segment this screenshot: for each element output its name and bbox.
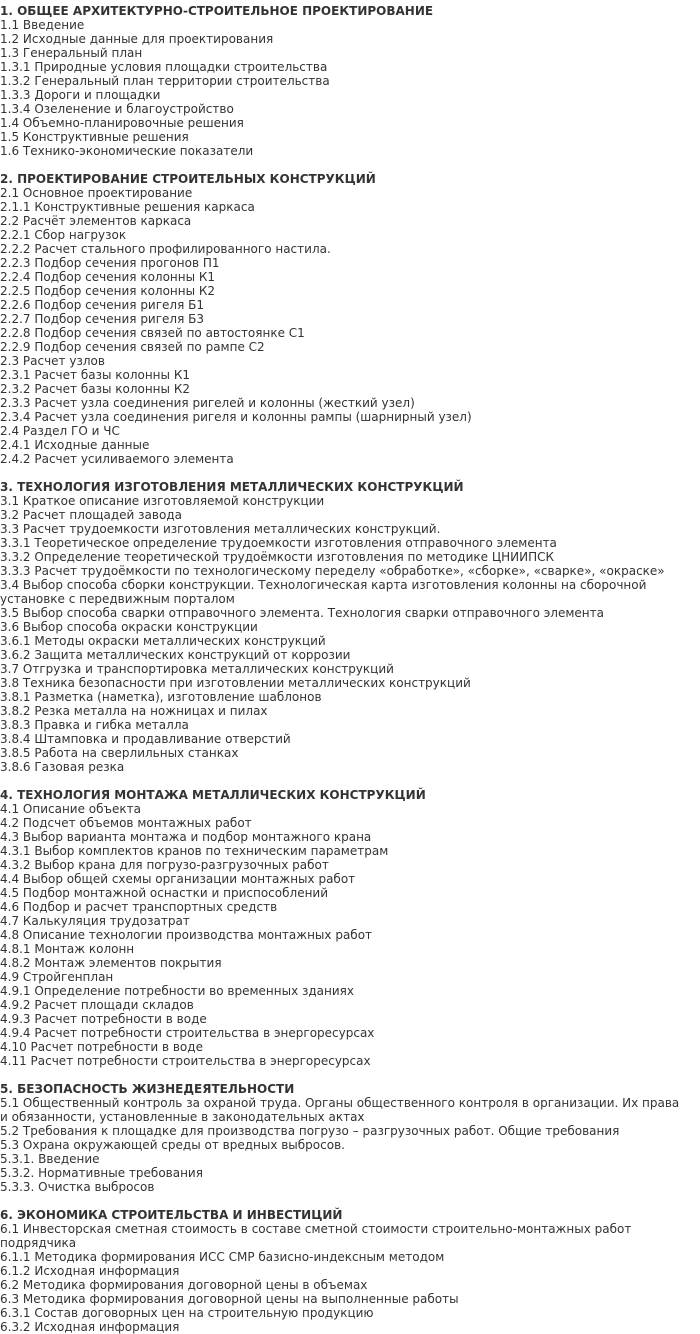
toc-item: 2.2.1 Сбор нагрузок [0,228,127,242]
section-title: 1. ОБЩЕЕ АРХИТЕКТУРНО-СТРОИТЕЛЬНОЕ ПРОЕКТИРОВАНИЕ [0,4,434,18]
toc-item: 4.11 Расчет потребности строительства в энергоресурсах [0,1054,371,1068]
toc-item: 1.4 Объемно-планировочные решения [0,116,244,130]
toc-item: 3.3.1 Теоретическое определение трудоемкости изготовления отправочного элемента [0,536,557,550]
toc-item: 1.3.4 Озеленение и благоустройство [0,102,234,116]
toc-item: 2.2.3 Подбор сечения прогонов П1 [0,256,220,270]
toc-item: 2.1.1 Конструктивные решения каркаса [0,200,255,214]
toc-item: 4.3.1 Выбор комплектов кранов по техническим параметрам [0,844,389,858]
toc-item: 3.8.2 Резка металла на ножницах и пилах [0,704,268,718]
toc-item: 3.8.6 Газовая резка [0,760,125,774]
toc-item: 6.3.2 Исходная информация [0,1320,180,1334]
toc-item: 3.5 Выбор способа сварки отправочного элемента. Технология сварки отправочного элемента [0,606,604,620]
toc-item: 1.1 Введение [0,18,85,32]
toc-item: 3.6.2 Защита металлических конструкций от коррозии [0,648,351,662]
section-title: 2. ПРОЕКТИРОВАНИЕ СТРОИТЕЛЬНЫХ КОНСТРУКЦИЙ [0,172,376,186]
toc-item: 3.8.4 Штамповка и продавливание отверстий [0,732,291,746]
toc-item: 2.3.1 Расчет базы колонны К1 [0,368,190,382]
toc-item: 1.5 Конструктивные решения [0,130,189,144]
toc-item: 2.2.7 Подбор сечения ригеля Б3 [0,312,204,326]
toc-item: 4.8.1 Монтаж колонн [0,942,135,956]
section-title: 6. ЭКОНОМИКА СТРОИТЕЛЬСТВА И ИНВЕСТИЦИЙ [0,1208,343,1222]
toc-section [0,4,690,158]
toc-item: 3.3.2 Определение теоретической трудоёмкости изготовления по методике ЦНИИПСК [0,550,555,564]
toc-item: 2.2 Расчёт элементов каркаса [0,214,192,228]
toc-item: 5.1 Общественный контроль за охраной труда. Органы общественного контроля в организации. Их права и обязанности, установленные в законодательных актах [0,1096,680,1124]
toc-section [0,788,690,1068]
toc-item: 3.3.3 Расчет трудоёмкости по технологическому переделу «обработке», «сборке», «сварке», «окраске» [0,564,665,578]
toc-item: 1.3 Генеральный план [0,46,143,60]
toc-item: 4.9.1 Определение потребности во временных зданиях [0,984,354,998]
section-title: 5. БЕЗОПАСНОСТЬ ЖИЗНЕДЕЯТЕЛЬНОСТИ [0,1082,295,1096]
toc-item: 6.2 Методика формирования договорной цены в объемах [0,1278,368,1292]
toc-item: 4.3 Выбор варианта монтажа и подбор монтажного крана [0,830,372,844]
toc-item: 4.8.2 Монтаж элементов покрытия [0,956,222,970]
toc-item: 4.6 Подбор и расчет транспортных средств [0,900,278,914]
toc-item: 5.3.2. Нормативные требования [0,1166,203,1180]
toc-section [0,1208,690,1334]
toc-item: 4.3.2 Выбор крана для погрузо-разгрузочных работ [0,858,329,872]
toc-item: 3.6.1 Методы окраски металлических конструкций [0,634,326,648]
section-title: 3. ТЕХНОЛОГИЯ ИЗГОТОВЛЕНИЯ МЕТАЛЛИЧЕСКИХ КОНСТРУКЦИЙ [0,480,464,494]
toc-item: 2.2.5 Подбор сечения колонны К2 [0,284,216,298]
toc-item: 2.2.9 Подбор сечения связей по рампе С2 [0,340,265,354]
toc-section [0,480,690,774]
toc-item: 4.9.3 Расчет потребности в воде [0,1012,207,1026]
toc-item: 2.3 Расчет узлов [0,354,105,368]
toc-item: 2.2.6 Подбор сечения ригеля Б1 [0,298,204,312]
toc-section [0,172,690,466]
toc-item: 5.2 Требования к площадке для производства погрузо – разгрузочных работ. Общие требования [0,1124,620,1138]
toc-item: 1.2 Исходные данные для проектирования [0,32,274,46]
toc-item: 4.9.2 Расчет площади складов [0,998,194,1012]
toc-item: 2.3.2 Расчет базы колонны К2 [0,382,190,396]
toc-item: 2.2.8 Подбор сечения связей по автостоянке С1 [0,326,305,340]
toc-item: 4.8 Описание технологии производства монтажных работ [0,928,373,942]
toc-item: 1.3.3 Дороги и площадки [0,88,161,102]
toc-item: 2.4 Раздел ГО и ЧС [0,424,120,438]
toc-item: 4.7 Калькуляция трудозатрат [0,914,190,928]
toc-item: 2.4.2 Расчет усиливаемого элемента [0,452,234,466]
toc-item: 6.1.2 Исходная информация [0,1264,180,1278]
toc-item: 2.2.4 Подбор сечения колонны К1 [0,270,216,284]
toc-item: 5.3 Охрана окружающей среды от вредных выбросов. [0,1138,345,1152]
toc-item: 2.3.3 Расчет узла соединения ригелей и колонны (жесткий узел) [0,396,415,410]
toc-item: 2.2.2 Расчет стального профилированного настила. [0,242,331,256]
toc-item: 3.8.5 Работа на сверлильных станках [0,746,239,760]
toc-item: 1.3.1 Природные условия площадки строительства [0,60,328,74]
toc-item: 2.1 Основное проектирование [0,186,193,200]
toc-item: 2.4.1 Исходные данные [0,438,150,452]
section-title: 4. ТЕХНОЛОГИЯ МОНТАЖА МЕТАЛЛИЧЕСКИХ КОНСТРУКЦИЙ [0,788,426,802]
toc-item: 2.3.4 Расчет узла соединения ригеля и колонны рампы (шарнирный узел) [0,410,472,424]
toc-item: 4.1 Описание объекта [0,802,141,816]
toc-item: 3.8 Техника безопасности при изготовлении металлических конструкций [0,676,471,690]
toc-item: 3.2 Расчет площадей завода [0,508,182,522]
toc-item: 3.8.3 Правка и гибка металла [0,718,189,732]
toc-item: 6.1 Инвесторская сметная стоимость в составе сметной стоимости строительно-монтажных работ подрядчика [0,1222,632,1250]
toc-item: 5.3.1. Введение [0,1152,100,1166]
toc-item: 4.5 Подбор монтажной оснастки и приспособлений [0,886,329,900]
toc-section [0,1082,690,1194]
toc-item: 4.2 Подсчет объемов монтажных работ [0,816,252,830]
toc-item: 3.1 Краткое описание изготовляемой конструкции [0,494,325,508]
toc-item: 3.7 Отгрузка и транспортировка металлических конструкций [0,662,394,676]
toc-item: 3.6 Выбор способа окраски конструкции [0,620,258,634]
toc-item: 6.3 Методика формирования договорной цены на выполненные работы [0,1292,459,1306]
toc-item: 3.4 Выбор способа сборки конструкции. Технологическая карта изготовления колонны на сборочной установке с передвижным порталом [0,578,647,606]
toc-item: 4.9 Стройгенплан [0,970,114,984]
toc-item: 1.6 Технико-экономические показатели [0,144,254,158]
toc-item: 6.3.1 Состав договорных цен на строительную продукцию [0,1306,374,1320]
toc-item: 1.3.2 Генеральный план территории строительства [0,74,330,88]
toc-item: 3.8.1 Разметка (наметка), изготовление шаблонов [0,690,322,704]
toc-item: 6.1.1 Методика формирования ИСС СМР базисно-индексным методом [0,1250,445,1264]
toc-item: 4.4 Выбор общей схемы организации монтажных работ [0,872,356,886]
toc-item: 4.10 Расчет потребности в воде [0,1040,203,1054]
toc-item: 3.3 Расчет трудоемкости изготовления металлических конструкций. [0,522,441,536]
toc-item: 4.9.4 Расчет потребности строительства в энергоресурсах [0,1026,375,1040]
toc-item: 5.3.3. Очистка выбросов [0,1180,155,1194]
